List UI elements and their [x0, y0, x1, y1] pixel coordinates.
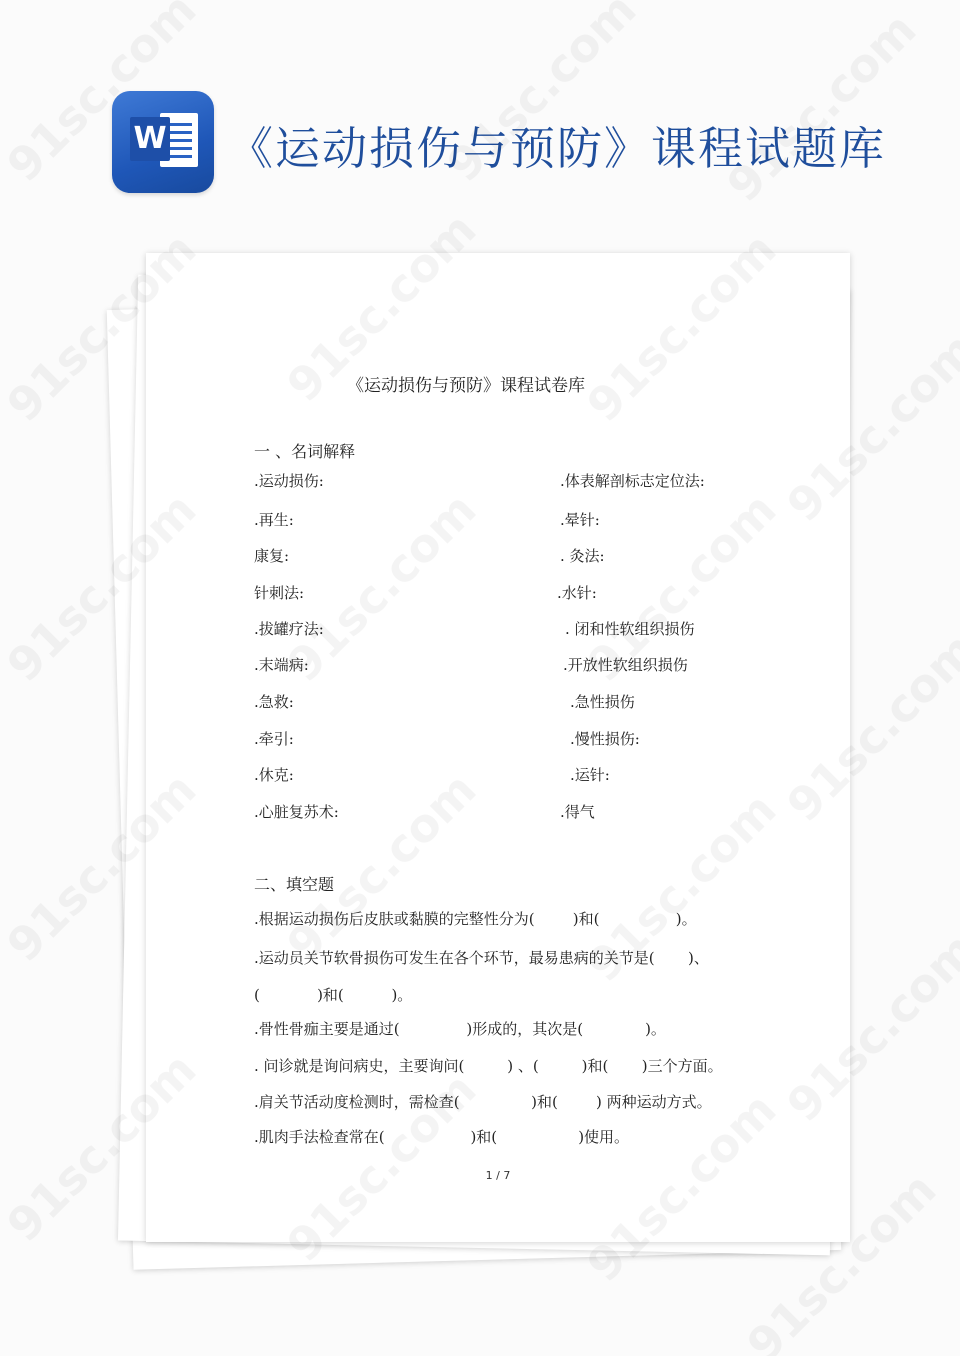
watermark: [716, 2, 926, 212]
term-left: .急救:: [254, 693, 294, 711]
term-left: .休克:: [254, 766, 294, 784]
term-left: .心脏复苏术:: [254, 803, 339, 821]
term-right: .开放性软组织损伤: [563, 656, 688, 674]
term-left: .拔罐疗法:: [254, 620, 324, 638]
question-line: .骨性骨痂主要是通过( )形成的，其次是( )。: [254, 1020, 666, 1038]
page-number: 1 / 7: [485, 1169, 511, 1182]
term-left: .牵引:: [254, 730, 294, 748]
word-letter: W: [130, 117, 170, 161]
question-line: .肩关节活动度检测时，需检查( )和( ) 两种运动方式。: [254, 1093, 712, 1111]
document-title: 《运动损伤与预防》课程试卷库: [347, 376, 585, 396]
section-heading-definitions: 一 、名词解释: [254, 442, 356, 461]
term-right: . 闭和性软组织损伤: [565, 620, 695, 638]
term-right: .水针:: [557, 584, 597, 602]
term-left: 康复:: [254, 547, 290, 565]
term-right: . 灸法:: [560, 547, 605, 565]
term-right: .慢性损伤:: [570, 730, 640, 748]
term-left: .末端病:: [254, 656, 309, 674]
term-right: .晕针:: [560, 511, 600, 529]
word-icon: [112, 91, 214, 193]
question-line: .根据运动损伤后皮肤或黏膜的完整性分为( )和( )。: [254, 910, 697, 928]
section-heading-fill-blank: 二、填空题: [254, 875, 335, 894]
term-left: .运动损伤:: [254, 472, 324, 490]
question-line: .肌肉手法检查常在( )和( )使用。: [254, 1128, 630, 1146]
question-line: ( )和( )。: [254, 986, 413, 1004]
term-right: .急性损伤: [570, 693, 635, 711]
term-left: 针刺法:: [254, 584, 305, 602]
question-line: .运动员关节软骨损伤可发生在各个环节，最易患病的关节是( )、: [254, 949, 709, 967]
term-right: .得气: [560, 803, 595, 821]
term-left: .再生:: [254, 511, 294, 529]
document-page: [146, 253, 850, 1242]
question-line: . 问诊就是询问病史，主要询问( ) 、( )和( )三个方面。: [254, 1057, 723, 1075]
term-right: .体表解剖标志定位法:: [560, 472, 705, 490]
header-title: 《运动损伤与预防》课程试题库: [228, 122, 887, 175]
term-right: .运针:: [570, 766, 610, 784]
